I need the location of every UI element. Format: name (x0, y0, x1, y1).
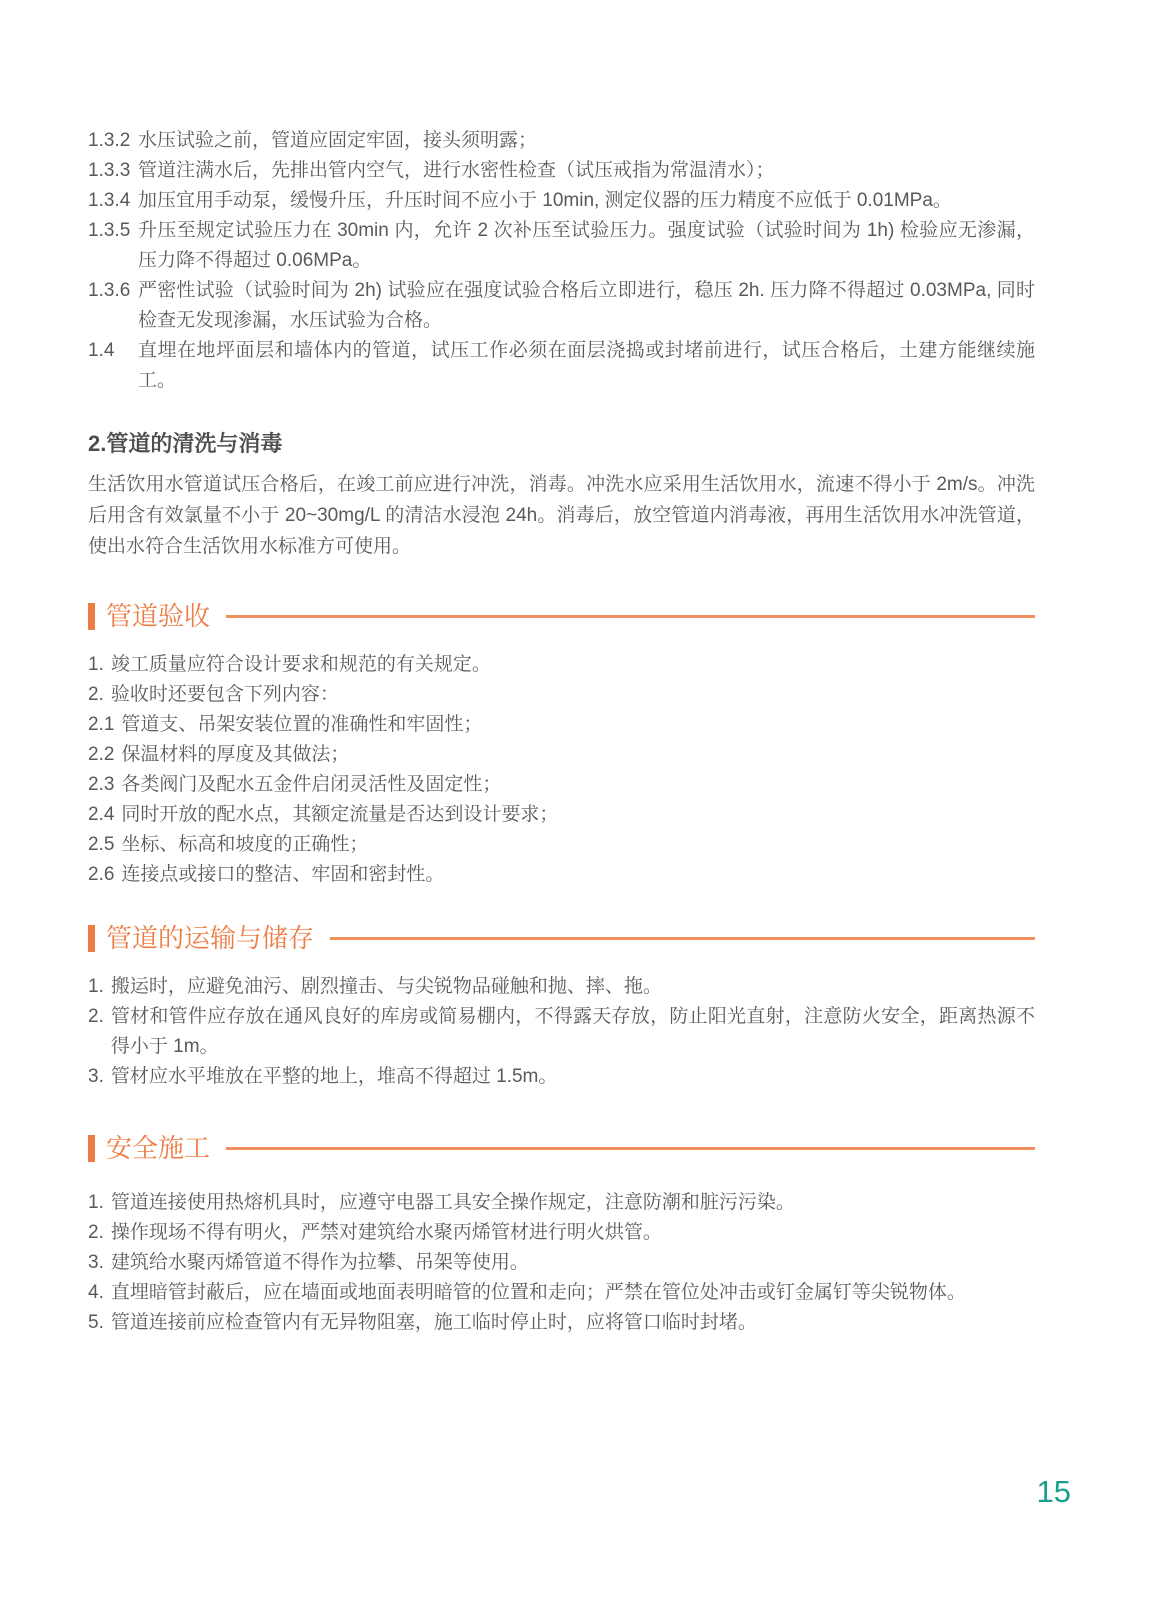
acceptance-list (88, 650, 1035, 890)
item-text: 加压宜用手动泵，缓慢升压，升压时间不应小于 10min, 测定仪器的压力精度不应低于 0.01MPa。 (138, 190, 952, 211)
item-text: 管道连接使用热熔机具时，应遵守电器工具安全操作规定，注意防潮和脏污污染。 (110, 1192, 795, 1213)
list-item (88, 830, 1035, 860)
section-divider-line (226, 615, 1035, 618)
item-number: 2. (88, 1222, 104, 1243)
section-divider-line (330, 937, 1035, 940)
list-item (88, 680, 1035, 710)
item-number: 1.3.4 (88, 190, 131, 211)
list-item (88, 710, 1035, 740)
item-text: 各类阀门及配水五金件启闭灵活性及固定性； (121, 774, 502, 795)
section-header-safe-construction (88, 1132, 1035, 1164)
item-text: 操作现场不得有明火，严禁对建筑给水聚丙烯管材进行明火烘管。 (110, 1222, 662, 1243)
list-item (88, 336, 1035, 396)
item-number: 3. (88, 1252, 104, 1273)
item-text: 直埋暗管封蔽后，应在墙面或地面表明暗管的位置和走向；严禁在管位处冲击或钉金属钉等尖锐物体。 (110, 1282, 966, 1303)
item-text: 搬运时，应避免油污、剧烈撞击、与尖锐物品碰触和抛、摔、拖。 (110, 976, 662, 997)
item-number: 1. (88, 976, 104, 997)
section-accent-bar (88, 1135, 95, 1162)
item-text: 升压至规定试验压力在 30min 内，允许 2 次补压至试验压力。强度试验（试验时间为 1h) 检验应无渗漏，压力降不得超过 0.06MPa。 (138, 220, 1035, 271)
item-number: 1. (88, 654, 104, 675)
item-number: 4. (88, 1282, 104, 1303)
list-item (88, 1188, 1035, 1218)
list-item (88, 1278, 1035, 1308)
list-item (88, 156, 1035, 186)
item-text: 竣工质量应符合设计要求和规范的有关规定。 (110, 654, 491, 675)
list-item (88, 216, 1035, 276)
item-text: 保温材料的厚度及其做法； (121, 744, 350, 765)
item-number: 2.4 (88, 804, 115, 825)
item-text: 直埋在地坪面层和墙体内的管道，试压工作必须在面层浇捣或封堵前进行，试压合格后，土建方能继续施工。 (138, 340, 1035, 391)
list-item (88, 1308, 1035, 1338)
item-text: 管道连接前应检查管内有无异物阻塞，施工临时停止时，应将管口临时封堵。 (110, 1312, 757, 1333)
section-header-transport-storage (88, 922, 1035, 954)
section-divider-line (226, 1147, 1035, 1150)
item-number: 3. (88, 1066, 104, 1087)
item-number: 1.3.6 (88, 280, 131, 301)
item-text: 管材和管件应存放在通风良好的库房或简易棚内，不得露天存放，防止阳光直射，注意防火安全，距离热源不得小于 1m。 (110, 1006, 1035, 1057)
cleaning-section-paragraph: 生活饮用水管道试压合格后，在竣工前应进行冲洗，消毒。冲洗水应采用生活饮用水，流速不得小于 2m/s。冲洗后用含有效氯量不小于 20~30mg/L 的清洁水浸泡 24h。消毒后，放空管道内消毒液，再用生活饮用水冲洗管道，使出水符合生活饮用水标准方可使用。 (88, 474, 1035, 557)
list-item (88, 1248, 1035, 1278)
cleaning-section-heading: 2.管道的清洗与消毒 (88, 431, 283, 456)
page-content (88, 126, 1035, 1338)
list-item (88, 740, 1035, 770)
list-item (88, 860, 1035, 890)
list-item (88, 650, 1035, 680)
list-item (88, 126, 1035, 156)
item-number: 1.3.2 (88, 130, 131, 151)
item-text: 水压试验之前，管道应固定牢固，接头须明露； (138, 130, 538, 151)
page-number: 15 (1036, 1474, 1071, 1509)
list-item (88, 1218, 1035, 1248)
list-item (88, 800, 1035, 830)
item-text: 管道支、吊架安装位置的准确性和牢固性； (121, 714, 483, 735)
item-number: 5. (88, 1312, 104, 1333)
pressure-test-list (88, 126, 1035, 396)
item-number: 2.3 (88, 774, 115, 795)
section-title: 管道的运输与储存 (106, 923, 315, 953)
section-title: 管道验收 (106, 601, 211, 631)
item-number: 1.4 (88, 340, 115, 361)
list-item (88, 276, 1035, 336)
item-text: 同时开放的配水点，其额定流量是否达到设计要求； (121, 804, 559, 825)
item-number: 1.3.5 (88, 220, 131, 241)
section-accent-bar (88, 603, 95, 630)
item-number: 2.6 (88, 864, 115, 885)
list-item (88, 1062, 1035, 1092)
section-header-acceptance (88, 600, 1035, 632)
item-number: 2.2 (88, 744, 115, 765)
item-text: 坐标、标高和坡度的正确性； (121, 834, 369, 855)
transport-storage-list (88, 972, 1035, 1092)
section-accent-bar (88, 925, 95, 952)
item-number: 2.1 (88, 714, 115, 735)
item-number: 2. (88, 1006, 104, 1027)
list-item (88, 972, 1035, 1002)
list-item (88, 770, 1035, 800)
item-text: 连接点或接口的整洁、牢固和密封性。 (121, 864, 445, 885)
item-text: 管材应水平堆放在平整的地上，堆高不得超过 1.5m。 (110, 1066, 558, 1087)
item-number: 1.3.3 (88, 160, 131, 181)
item-text: 严密性试验（试验时间为 2h) 试验应在强度试验合格后立即进行，稳压 2h. 压力降不得超过 0.03MPa, 同时检查无发现渗漏，水压试验为合格。 (138, 280, 1035, 331)
item-number: 2.5 (88, 834, 115, 855)
section-title: 安全施工 (106, 1133, 211, 1163)
item-text: 管道注满水后，先排出管内空气，进行水密性检查（试压戒指为常温清水）； (138, 160, 775, 181)
item-number: 2. (88, 684, 104, 705)
list-item (88, 186, 1035, 216)
item-text: 建筑给水聚丙烯管道不得作为拉攀、吊架等使用。 (110, 1252, 529, 1273)
safe-construction-list (88, 1188, 1035, 1338)
list-item (88, 1002, 1035, 1062)
item-text: 验收时还要包含下列内容： (110, 684, 339, 705)
item-number: 1. (88, 1192, 104, 1213)
